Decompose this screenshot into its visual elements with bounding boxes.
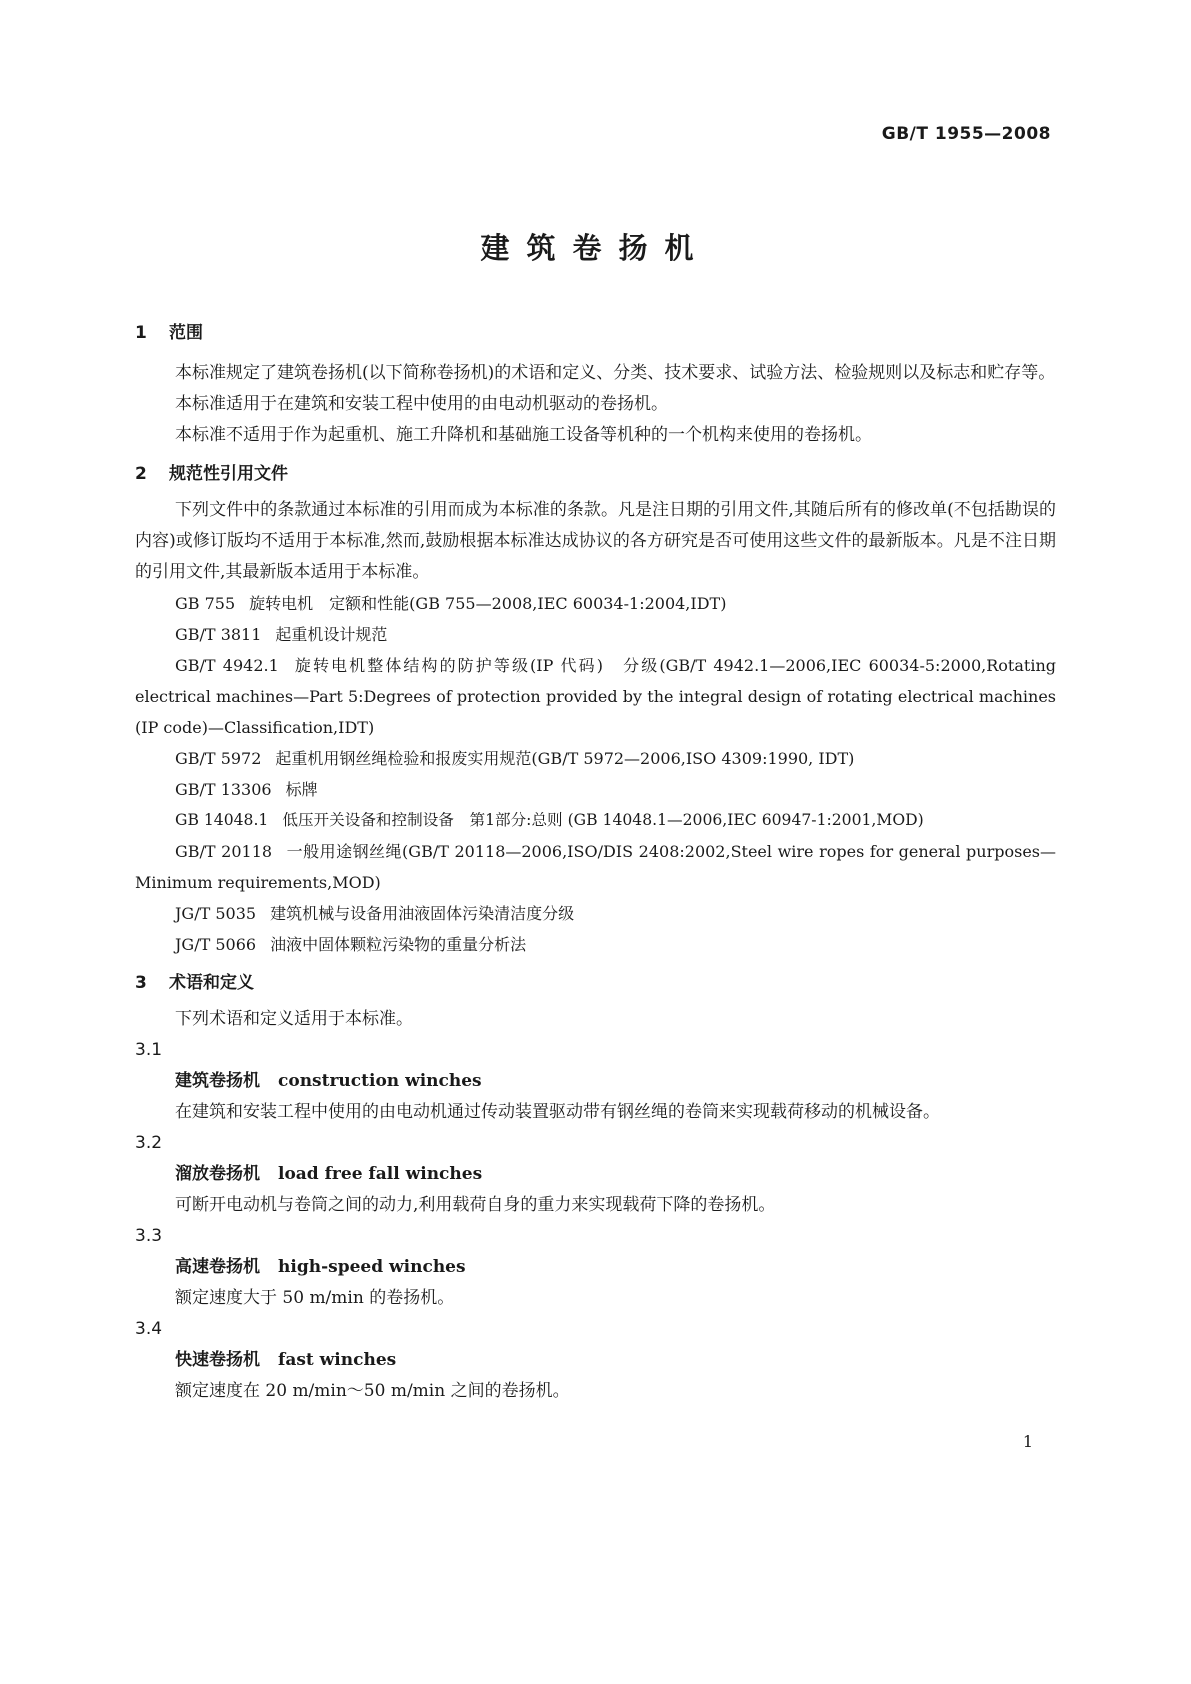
paragraph: 下列文件中的条款通过本标准的引用而成为本标准的条款。凡是注日期的引用文件,其随后所有的修改单(不包括勘误的内容)或修订版均不适用于本标准,然而,鼓励根据本标准达成协议的各方研究是否可使用这些文件的最新版本。凡是不注日期的引用文件,其最新版本适用于本标准。	[135, 500, 1056, 582]
reference-code: GB/T 20118	[175, 842, 273, 861]
reference-code: GB/T 3811	[175, 625, 262, 644]
term-number: 3.3	[135, 1226, 163, 1246]
reference-text: 标牌	[285, 780, 318, 799]
reference-text: 建筑机械与设备用油液固体污染清洁度分级	[270, 904, 575, 923]
reference-item	[135, 743, 1056, 774]
reference-item	[135, 650, 1056, 743]
reference-item	[135, 898, 1056, 929]
section-title: 规范性引用文件	[169, 464, 288, 484]
term-definition: 可断开电动机与卷筒之间的动力,利用载荷自身的重力来实现载荷下降的卷扬机。	[175, 1195, 776, 1215]
reference-item	[135, 836, 1056, 898]
section-number: 2	[135, 464, 147, 484]
reference-item	[135, 588, 1056, 619]
reference-code: GB/T 13306	[175, 780, 272, 799]
reference-item	[135, 929, 1056, 960]
reference-code: JG/T 5066	[175, 935, 257, 954]
term-name	[135, 1252, 1056, 1283]
term-definition: 额定速度在 20 m/min～50 m/min 之间的卷扬机。	[175, 1381, 570, 1401]
reference-text: 低压开关设备和控制设备 第1部分:总则 (GB 14048.1—2006,IEC 60947-1:2001,MOD)	[282, 811, 924, 829]
reference-code: GB 755	[175, 594, 236, 613]
term-name-zh: 高速卷扬机	[175, 1257, 260, 1277]
reference-text: 旋转电机整体结构的防护等级(IP 代码) 分级(GB/T 4942.1—2006,IEC 60034-5:2000,Rotating electrical machines—Part 5:Degrees of protection provided by the integral design of rotating electrical machines (IP code)—Classification,IDT)	[135, 656, 1056, 737]
section-heading-normative-references	[135, 459, 1056, 489]
term-number: 3.4	[135, 1319, 163, 1339]
section-number: 1	[135, 323, 147, 343]
reference-item	[135, 619, 1056, 650]
term-name-zh: 溜放卷扬机	[175, 1164, 260, 1184]
section-title: 术语和定义	[169, 973, 254, 993]
term-name-en: construction winches	[278, 1071, 482, 1091]
section-heading-terms-definitions	[135, 968, 1056, 998]
reference-item	[135, 805, 1056, 836]
term-definition: 额定速度大于 50 m/min 的卷扬机。	[175, 1288, 455, 1308]
standard-code: GB/T 1955—2008	[881, 124, 1051, 144]
term-name-zh: 建筑卷扬机	[175, 1071, 260, 1091]
section-number: 3	[135, 973, 147, 993]
reference-code: GB/T 4942.1	[175, 656, 279, 675]
reference-text: 起重机设计规范	[275, 625, 388, 644]
paragraph: 本标准规定了建筑卷扬机(以下简称卷扬机)的术语和定义、分类、技术要求、试验方法、检验规则以及标志和贮存等。	[175, 363, 1056, 383]
paragraph: 本标准适用于在建筑和安装工程中使用的由电动机驱动的卷扬机。	[175, 394, 668, 414]
term-number: 3.1	[135, 1040, 163, 1060]
page-number: 1	[1022, 1432, 1033, 1451]
term-name-en: load free fall winches	[278, 1164, 483, 1184]
reference-text: 油液中固体颗粒污染物的重量分析法	[270, 935, 527, 954]
reference-code: JG/T 5035	[175, 904, 257, 923]
reference-code: GB/T 5972	[175, 749, 262, 768]
document-title: 建筑卷扬机	[480, 231, 711, 265]
term-definition: 在建筑和安装工程中使用的由电动机通过传动装置驱动带有钢丝绳的卷筒来实现载荷移动的机械设备。	[175, 1102, 940, 1122]
term-name	[135, 1066, 1056, 1097]
section-title: 范围	[169, 323, 203, 343]
term-number: 3.2	[135, 1133, 163, 1153]
reference-text: 起重机用钢丝绳检验和报废实用规范(GB/T 5972—2006,ISO 4309:1990, IDT)	[275, 749, 855, 768]
term-name-en: high-speed winches	[278, 1257, 466, 1277]
section-heading-scope	[135, 318, 1056, 348]
reference-item	[135, 774, 1056, 805]
term-name	[135, 1345, 1056, 1376]
term-name	[135, 1159, 1056, 1190]
reference-text: 一般用途钢丝绳(GB/T 20118—2006,ISO/DIS 2408:2002,Steel wire ropes for general purposes—Minimum requirements,MOD)	[135, 842, 1056, 892]
reference-code: GB 14048.1	[175, 811, 269, 829]
paragraph: 下列术语和定义适用于本标准。	[175, 1009, 413, 1029]
paragraph: 本标准不适用于作为起重机、施工升降机和基础施工设备等机种的一个机构来使用的卷扬机。	[175, 425, 872, 445]
document-body	[135, 318, 1056, 1407]
reference-text: 旋转电机 定额和性能(GB 755—2008,IEC 60034-1:2004,IDT)	[249, 594, 727, 613]
term-name-en: fast winches	[278, 1350, 397, 1370]
term-name-zh: 快速卷扬机	[175, 1350, 260, 1370]
